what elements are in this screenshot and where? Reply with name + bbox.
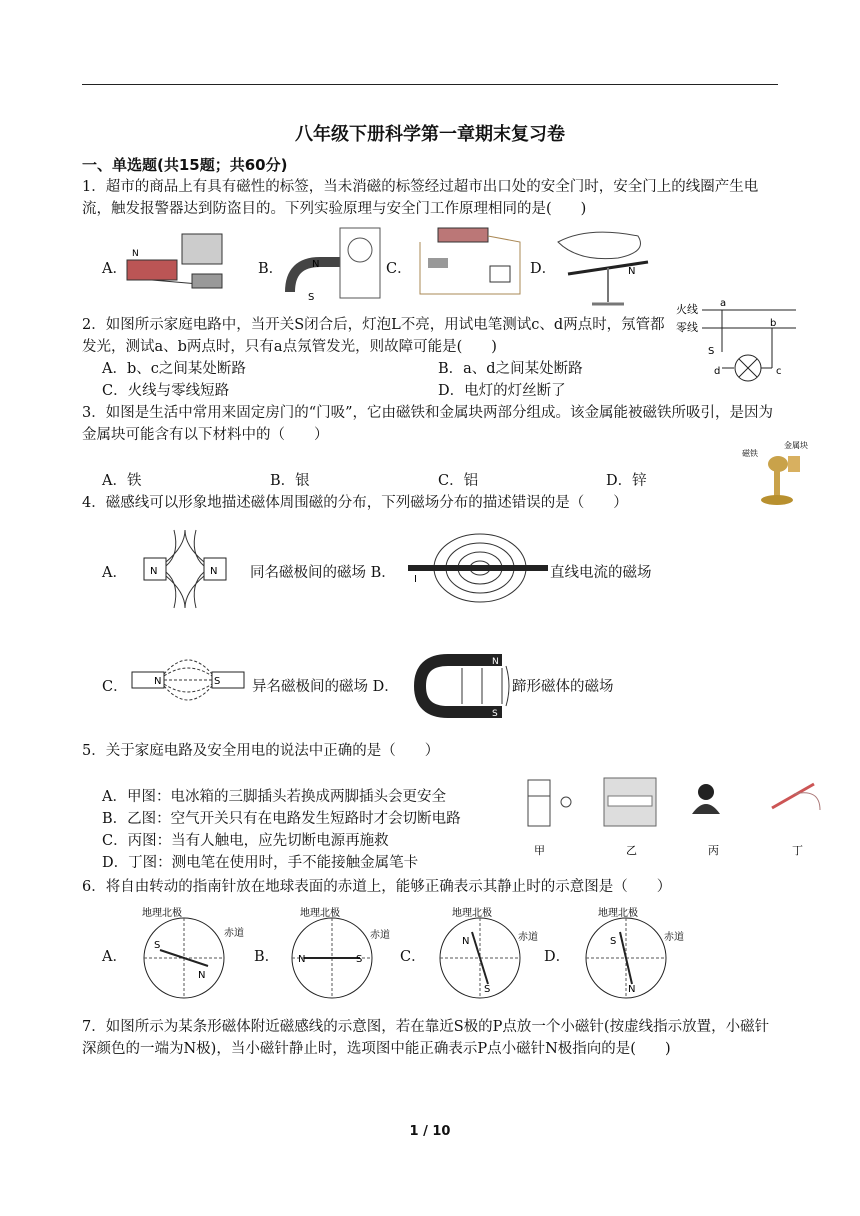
q6-label-b: B． <box>254 949 280 965</box>
q6-figure-a <box>136 902 256 1002</box>
q2-option-a: A．b、c之间某处断路 <box>102 361 246 377</box>
q6-d-equator: 赤道 <box>664 932 684 943</box>
q4-label-c: C． <box>102 679 128 695</box>
question-3-text: 3．如图是生活中常用来固定房门的“门吸”，它由磁铁和金属块两部分组成。该金属能被磁铁所吸引，是因为金属块可能含有以下材料中的（ ） <box>82 405 774 443</box>
q1-figure-c <box>410 222 530 304</box>
svg-text:N: N <box>154 676 162 687</box>
svg-text:N: N <box>628 984 636 995</box>
q4-figure-b <box>404 524 552 612</box>
svg-text:S: S <box>308 292 315 303</box>
q5-figures <box>520 774 830 860</box>
q4-caption-a: 同名磁极间的磁场 B． <box>250 565 396 581</box>
svg-text:N: N <box>198 970 206 981</box>
svg-text:S: S <box>492 709 498 719</box>
q2-option-b: B．a、d之间某处断路 <box>438 361 583 377</box>
question-4-text: 4．磁感线可以形象地描述磁体周围磁的分布，下列磁场分布的描述错误的是（ ） <box>82 495 628 511</box>
svg-text:N: N <box>628 266 636 277</box>
q5-option-a: A．甲图：电冰箱的三脚插头若换成两脚插头会更安全 <box>102 789 446 805</box>
section-heading: 一、单选题(共15题；共60分) <box>82 156 288 174</box>
q6-figure-c <box>432 902 562 1002</box>
q1-figure-a <box>122 226 236 294</box>
q2-point-d: d <box>714 366 721 377</box>
page-number: 1 / 10 <box>409 1124 451 1139</box>
q4-caption-d: 蹄形磁体的磁场 <box>512 679 614 695</box>
q4-figure-a <box>130 526 240 612</box>
svg-text:N: N <box>312 259 320 270</box>
q6-label-a: A． <box>102 949 127 965</box>
svg-text:N: N <box>132 249 139 259</box>
q3-option-b: B．银 <box>270 473 310 489</box>
q5-option-d: D．丁图：测电笔在使用时，手不能接触金属笔卡 <box>102 855 419 871</box>
q6-label-c: C． <box>400 949 426 965</box>
q2-switch-s: S <box>708 346 715 357</box>
q6-d-pole: 地理北极 <box>598 908 638 919</box>
q3-magnet-label: 磁铁 <box>742 449 758 458</box>
q6-b-equator: 赤道 <box>370 930 390 941</box>
question-6-text: 6．将自由转动的指南针放在地球表面的赤道上，能够正确表示其静止时的示意图是（ ） <box>82 879 672 895</box>
q6-figure-b <box>284 902 404 1002</box>
q1-label-c: C． <box>386 261 412 277</box>
q5-option-b: B．乙图：空气开关只有在电路发生短路时才会切断电路 <box>102 811 461 827</box>
svg-text:N: N <box>492 657 499 667</box>
svg-text:S: S <box>356 954 363 965</box>
q4-caption-c: 异名磁极间的磁场 D． <box>252 679 399 695</box>
q2-point-c: c <box>776 366 782 377</box>
q1-label-a: A． <box>102 261 127 277</box>
q1-label-b: B． <box>258 261 284 277</box>
q2-point-b: b <box>770 318 777 329</box>
svg-text:N: N <box>150 566 158 577</box>
q5-caption-4: 丁 <box>792 844 803 857</box>
q5-option-c: C．丙图：当有人触电，应先切断电源再施救 <box>102 833 389 849</box>
q6-a-pole: 地理北极 <box>142 908 182 919</box>
q2-circuit-figure <box>672 296 798 390</box>
q1-figure-b <box>280 222 388 306</box>
q3-option-d: D．锌 <box>606 473 647 489</box>
q3-option-a: A．铁 <box>102 473 142 489</box>
q6-c-pole: 地理北极 <box>452 908 492 919</box>
question-5-text: 5．关于家庭电路及安全用电的说法中正确的是（ ） <box>82 743 440 759</box>
q2-live-label: 火线 <box>676 303 698 316</box>
svg-text:I: I <box>414 574 417 585</box>
q4-label-a: A． <box>102 565 127 581</box>
svg-text:N: N <box>298 954 306 965</box>
header-rule <box>82 84 778 85</box>
q6-label-d: D． <box>544 949 571 965</box>
q6-a-equator: 赤道 <box>224 928 244 939</box>
q6-b-pole: 地理北极 <box>300 908 340 919</box>
q6-c-equator: 赤道 <box>518 932 538 943</box>
q2-option-c: C．火线与零线短路 <box>102 383 230 399</box>
svg-text:S: S <box>214 676 221 687</box>
q6-figure-d <box>578 902 708 1002</box>
question-7-text: 7．如图所示为某条形磁体附近磁感线的示意图，若在靠近S极的P点放一个小磁针(按虚线指示放置，小磁针深颜色的一端为N极)，当小磁针静止时，选项图中能正确表示P点小磁针N极指向的是( ) <box>82 1019 770 1057</box>
q2-option-d: D．电灯的灯丝断了 <box>438 383 566 399</box>
question-2-text: 2．如图所示家庭电路中，当开关S闭合后，灯泡L不亮，用试电笔测试c、d两点时，氖管都发光，测试a、b两点时，只有a点氖管发光，则故障可能是( ) <box>82 317 665 355</box>
page-title: 八年级下册科学第一章期末复习卷 <box>295 124 565 145</box>
q4-figure-c <box>128 636 246 722</box>
svg-text:N: N <box>462 936 470 947</box>
svg-text:S: S <box>484 984 491 995</box>
q4-caption-b: 直线电流的磁场 <box>550 565 652 581</box>
svg-text:S: S <box>610 936 617 947</box>
q4-figure-d <box>412 646 516 726</box>
q1-label-d: D． <box>530 261 557 277</box>
q3-option-c: C．铝 <box>438 473 479 489</box>
q5-caption-2: 乙 <box>626 844 637 857</box>
svg-text:S: S <box>154 940 161 951</box>
q2-point-a: a <box>720 298 727 309</box>
q2-neutral-label: 零线 <box>676 321 698 334</box>
q1-figure-d <box>548 222 658 310</box>
q5-caption-3: 丙 <box>708 844 719 857</box>
svg-text:N: N <box>210 566 218 577</box>
q3-metal-label: 金属块 <box>784 441 808 450</box>
q5-caption-1: 甲 <box>534 844 545 857</box>
question-1-text: 1．超市的商品上有具有磁性的标签，当未消磁的标签经过超市出口处的安全门时，安全门上的线圈产生电流，触发报警器达到防盗目的。下列实验原理与安全门工作原理相同的是( ) <box>82 179 759 217</box>
